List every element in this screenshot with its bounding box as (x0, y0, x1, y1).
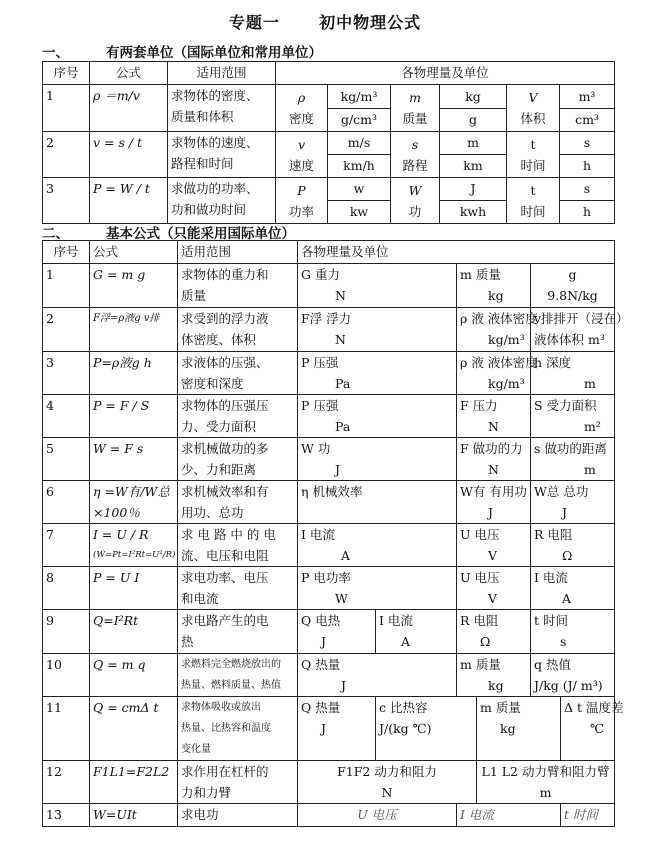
quantity-3: v排排开（浸在） 液体体积 m³ (531, 308, 615, 352)
row-number: 4 (43, 395, 90, 438)
unit-international: kg (440, 85, 507, 109)
table-row (43, 761, 615, 804)
unit-international: w (328, 178, 391, 201)
quantity-2: U 电压 V (457, 524, 531, 567)
header-no: 序号 (43, 62, 90, 85)
formula-table (42, 240, 629, 827)
header-formula: 公式 (90, 62, 168, 85)
quantity-2: c 比热容 J/(kg ℃) (376, 697, 477, 761)
table-row (43, 85, 615, 109)
unit-common: km/h (328, 155, 391, 178)
table-row (43, 438, 615, 481)
section-1-heading (42, 41, 322, 61)
unit-international: s (560, 132, 615, 155)
quantity-3: q 热值 J/kg (J/ m³) (531, 654, 615, 697)
formula: P = F / S (90, 395, 178, 438)
scope: 求电功率、电压 和电流 (178, 567, 298, 610)
header-no: 序号 (43, 241, 90, 264)
table-row (43, 132, 615, 155)
table-row (43, 308, 615, 352)
quantity-3: R 电阻 Ω (457, 610, 531, 654)
header-quantities: 各物理量及单位 (298, 241, 615, 264)
quantity-symbol: t 时间 (507, 132, 560, 178)
unit-common: cm³ (560, 109, 615, 132)
header-scope: 适用范围 (178, 241, 298, 264)
row-number: 7 (43, 524, 90, 567)
quantity-2: L1 L2 动力臂和阻力臂 m (477, 761, 615, 804)
formula: v = s / t (90, 132, 168, 178)
table2-header-row (43, 241, 615, 264)
quantity-2: F 做功的力 N (457, 438, 531, 481)
table-row (43, 352, 615, 395)
scope: 求受到的浮力液 体密度、体积 (178, 308, 298, 352)
row-number: 11 (43, 697, 90, 761)
scope: 求电功 (178, 804, 298, 827)
title-part1: 专题一 (228, 13, 280, 32)
table-row (43, 481, 615, 524)
quantity-2: I 电流 A (376, 610, 457, 654)
quantity-1: U 电压 (298, 804, 457, 827)
formula: F浮=ρ液g v排 (90, 308, 178, 352)
quantity-symbol: v 速度 (276, 132, 328, 178)
table-row (43, 804, 615, 827)
scope: 求作用在杠杆的 力和力臂 (178, 761, 298, 804)
quantity-1: P 压强 Pa (298, 395, 457, 438)
scope: 求 电 路 中 的 电 流、电压和电阻 (178, 524, 298, 567)
row-number: 1 (43, 85, 90, 132)
quantity-1: I 电流 A (298, 524, 457, 567)
quantity-1: Q 电热 J (298, 610, 376, 654)
table-row (43, 567, 615, 610)
unit-international: J (440, 178, 507, 201)
quantity-symbol: m 质量 (391, 85, 440, 132)
table1-header-row (43, 62, 615, 85)
quantity-3: R 电阻 Ω (531, 524, 615, 567)
quantity-3: h 深度 m (531, 352, 615, 395)
unit-international: m/s (328, 132, 391, 155)
table-row (43, 654, 615, 697)
quantity-1: P 电功率 W (298, 567, 457, 610)
formula: ρ ＝m/v (90, 85, 168, 132)
quantity-2: W有 有用功 J (457, 481, 531, 524)
row-number: 8 (43, 567, 90, 610)
row-number: 2 (43, 132, 90, 178)
unit-common: g (440, 109, 507, 132)
header-formula: 公式 (90, 241, 178, 264)
quantity-3: I 电流 A (531, 567, 615, 610)
scope: 求物体吸收或放出 热量、比热容和温度 变化量 (178, 697, 298, 761)
quantity-symbol: P 功率 (276, 178, 328, 224)
quantity-2: U 电压 V (457, 567, 531, 610)
formula: η =W有/W总 ×100％ (90, 481, 178, 524)
quantity-2: m 质量 kg (457, 654, 531, 697)
quantity-symbol: W 功 (391, 178, 440, 224)
scope: 求物体的压强压 力、受力面积 (178, 395, 298, 438)
unit-international: m³ (560, 85, 615, 109)
scope: 求物体的密度、 质量和体积 (168, 85, 276, 132)
quantity-3: W总 总功 J (531, 481, 615, 524)
row-number: 12 (43, 761, 90, 804)
quantity-2: F 压力 N (457, 395, 531, 438)
header-scope: 适用范围 (168, 62, 276, 85)
quantity-symbol: s 路程 (391, 132, 440, 178)
quantity-1: W 功 J (298, 438, 457, 481)
quantity-4: t 时间 s (531, 610, 615, 654)
formula: W = F s (90, 438, 178, 481)
row-number: 2 (43, 308, 90, 352)
quantity-3: t 时间 (561, 804, 615, 827)
quantity-4: Δ t 温度差 ℃ (561, 697, 615, 761)
quantity-1: Q 热量 J (298, 654, 457, 697)
formula: G = m g (90, 264, 178, 308)
scope: 求电路产生的电 热 (178, 610, 298, 654)
quantity-1: F1F2 动力和阻力 N (298, 761, 477, 804)
quantity-1: G 重力 N (298, 264, 457, 308)
formula: P = U I (90, 567, 178, 610)
scope: 求物体的重力和 质量 (178, 264, 298, 308)
scope: 求燃料完全燃烧放出的 热量、燃料质量、热值 (178, 654, 298, 697)
scope: 求液体的压强、 密度和深度 (178, 352, 298, 395)
row-number: 3 (43, 178, 90, 224)
quantity-2: ρ 液 液体密度 kg/m³ (457, 308, 531, 352)
header-quantities: 各物理量及单位 (276, 62, 615, 85)
quantity-1: Q 热量 J (298, 697, 376, 761)
unit-common: h (560, 155, 615, 178)
row-number: 9 (43, 610, 90, 654)
quantity-2: I 电流 (457, 804, 561, 827)
table-row (43, 524, 615, 567)
unit-international: kg/m³ (328, 85, 391, 109)
quantity-symbol: V 体积 (507, 85, 560, 132)
quantity-1: P 压强 Pa (298, 352, 457, 395)
quantity-2: m 质量 kg (457, 264, 531, 308)
row-number: 1 (43, 264, 90, 308)
row-number: 3 (43, 352, 90, 395)
row-number: 5 (43, 438, 90, 481)
formula: W=UIt (90, 804, 178, 827)
scope: 求物体的速度、 路程和时间 (168, 132, 276, 178)
quantity-1: η 机械效率 (298, 481, 457, 524)
unit-international: s (560, 178, 615, 201)
unit-common: km (440, 155, 507, 178)
quantity-1: F浮 浮力 N (298, 308, 457, 352)
page-title (0, 10, 650, 33)
unit-common: g/cm³ (328, 109, 391, 132)
formula: Q = m q (90, 654, 178, 697)
quantity-3: g 9.8N/kg (531, 264, 615, 308)
table-row (43, 395, 615, 438)
row-number: 6 (43, 481, 90, 524)
title-part2: 初中物理公式 (319, 13, 422, 32)
row-number: 13 (43, 804, 90, 827)
formula: Q = cmΔ t (90, 697, 178, 761)
formula: P=ρ液g h (90, 352, 178, 395)
unit-table (42, 61, 615, 224)
quantity-symbol: ρ 密度 (276, 85, 328, 132)
formula: I = U / R (W=Pt=I²Rt=U²/R) (90, 524, 178, 567)
table-row (43, 178, 615, 201)
table-row (43, 264, 615, 308)
scope: 求机械做功的多 少、力和距离 (178, 438, 298, 481)
scope: 求做功的功率、 功和做功时间 (168, 178, 276, 224)
quantity-2: ρ 液 液体密度 kg/m³ (457, 352, 531, 395)
formula: P = W / t (90, 178, 168, 224)
unit-common: kw (328, 201, 391, 224)
unit-international: m (440, 132, 507, 155)
section-2-heading (42, 222, 295, 242)
quantity-3: S 受力面积 m² (531, 395, 615, 438)
unit-common: kwh (440, 201, 507, 224)
unit-common: h (560, 201, 615, 224)
quantity-symbol: t 时间 (507, 178, 560, 224)
table-row (43, 697, 615, 761)
table-row (43, 610, 615, 654)
quantity-3: s 做功的距离 m (531, 438, 615, 481)
section-1-label: 有两套单位（国际单位和常用单位） (106, 45, 322, 61)
row-number: 10 (43, 654, 90, 697)
quantity-3: m 质量 kg (477, 697, 561, 761)
formula: Q=I²Rt (90, 610, 178, 654)
formula: F1L1=F2L2 (90, 761, 178, 804)
section-2-label: 基本公式（只能采用国际单位） (106, 226, 295, 242)
section-1-number: 一、 (42, 45, 69, 61)
scope: 求机械效率和有 用功、总功 (178, 481, 298, 524)
section-2-number: 二、 (42, 226, 69, 242)
